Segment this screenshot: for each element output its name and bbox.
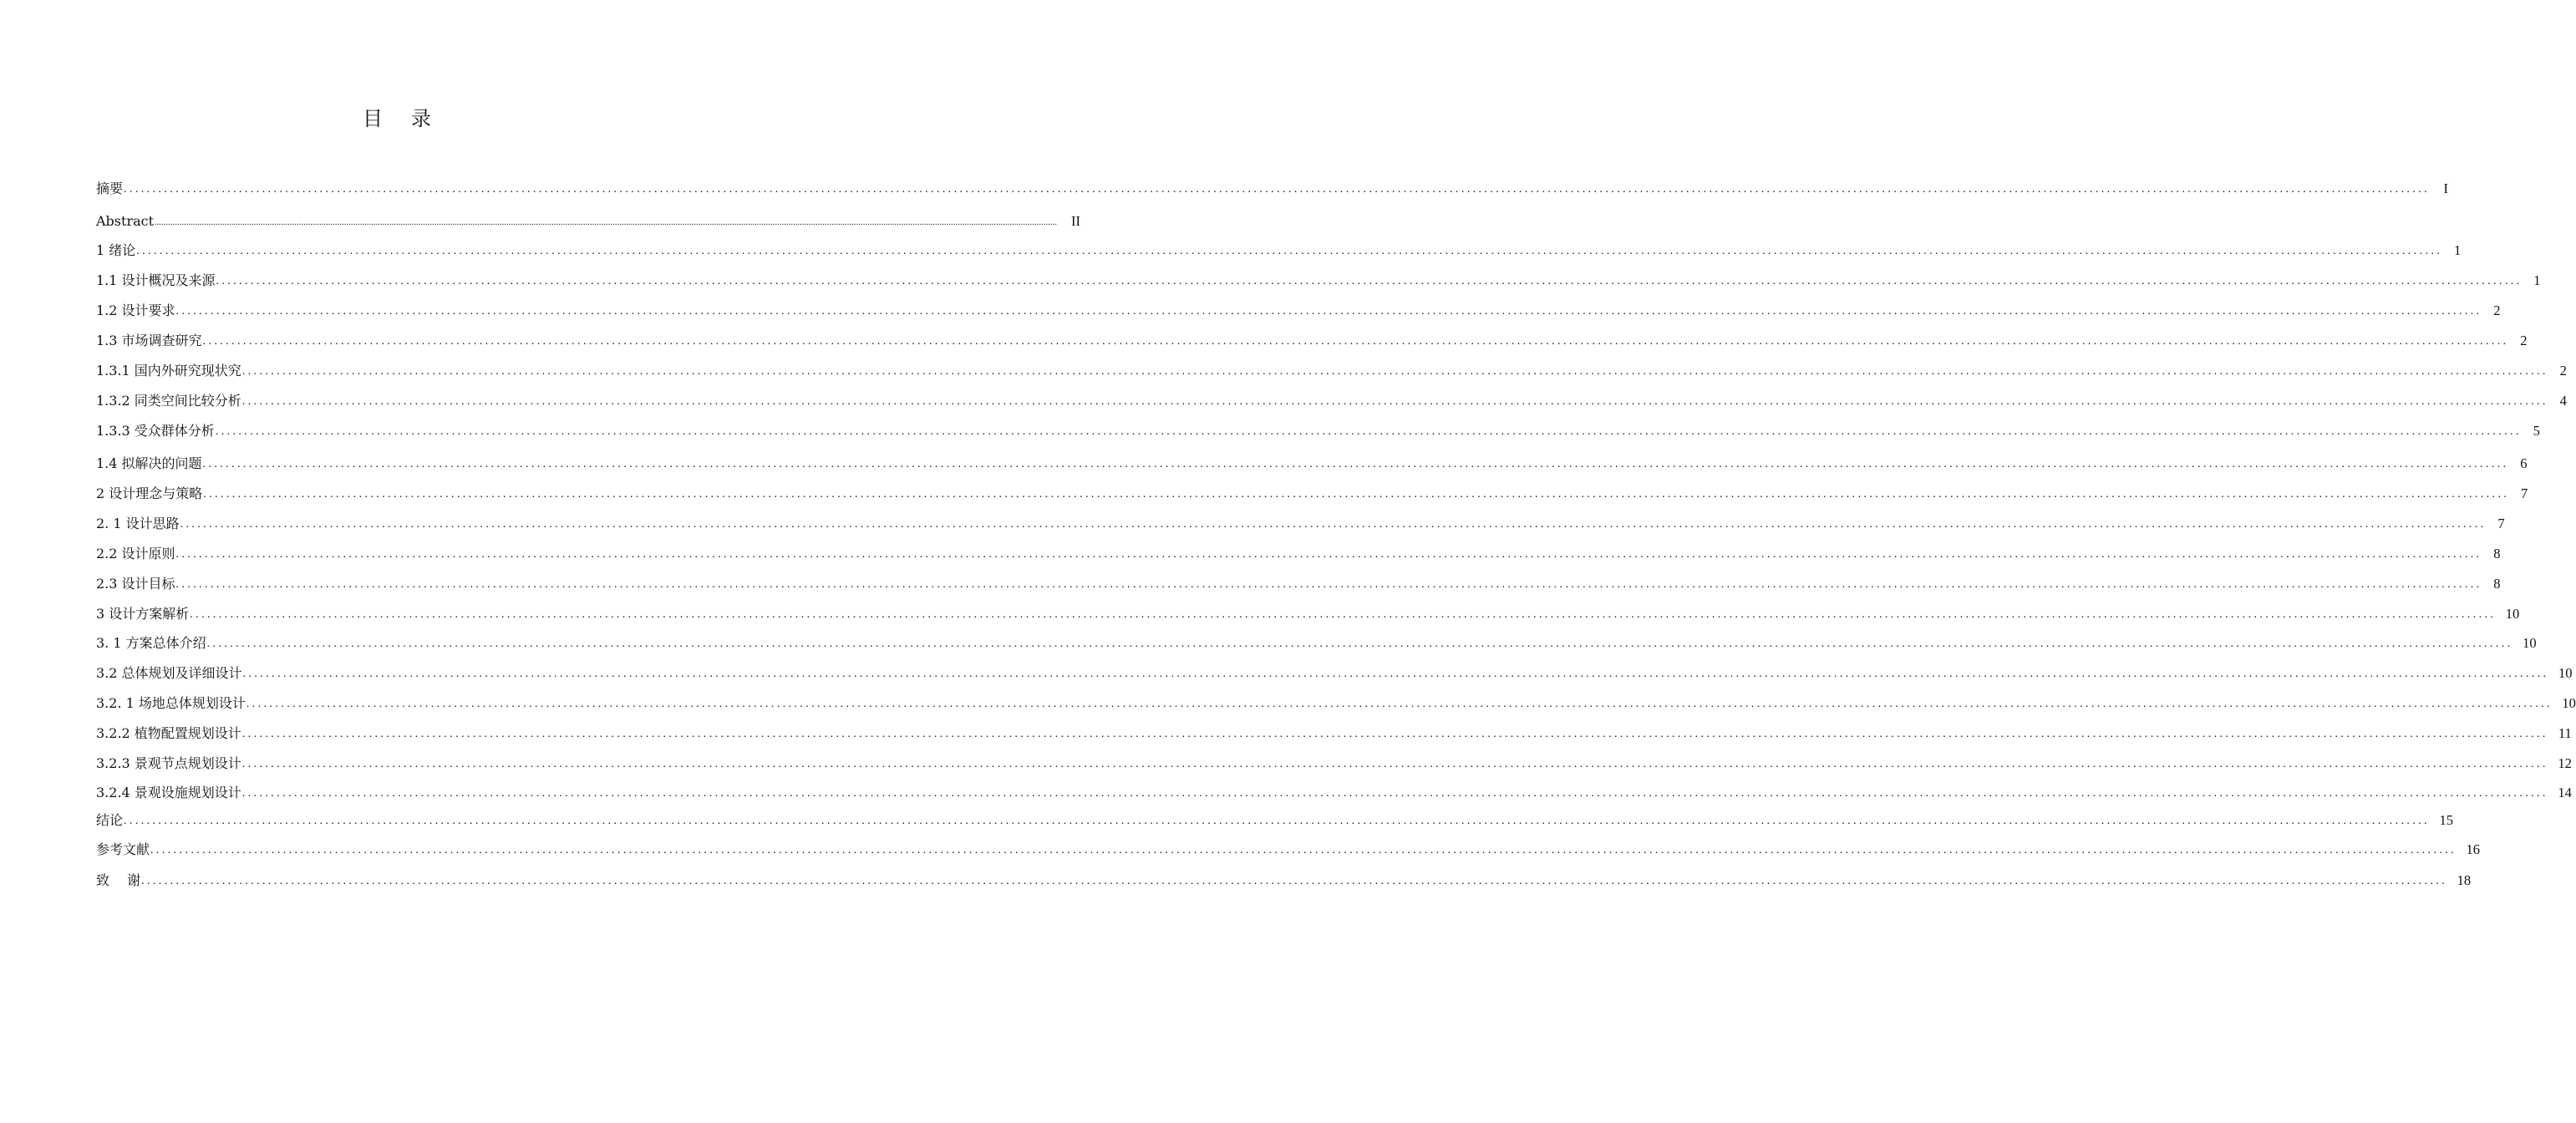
toc-dot-leader: ................................................................................................................................................................................................................................................................................................................................................................................................................ [124,183,2431,196]
toc-entry-label: 2.2 设计原则 [96,546,175,562]
toc-page-number: 7 [2521,485,2528,501]
toc-page-number: 12 [2558,755,2572,771]
toc-page-number: 11 [2558,725,2572,741]
toc-page-number: 16 [2466,841,2481,857]
toc-entry-label: 2. 1 设计思路 [96,516,180,531]
toc-entry-label: 结论 [96,812,124,828]
toc-page-number: 8 [2493,546,2501,562]
toc-entry-label: 摘要 [96,180,124,196]
toc-page-number: 10 [2558,665,2573,681]
toc-entry-label: 1.2 设计要求 [96,302,175,318]
toc-dot-leader: ................................................................................................................................................................................................................................................................................................................................................................................................................ [124,815,2431,827]
toc-entry[interactable] [96,485,2528,503]
toc-entry-label: 3.2.4 景观设施规划设计 [96,785,241,800]
toc-entry[interactable] [96,545,2501,563]
title-char-2: 录 [411,107,431,130]
toc-dot-leader: ................................................................................................................................................................................................................................................................................................................................................................................................................ [241,365,2548,378]
toc-entry[interactable] [96,724,2572,743]
toc-dot-leader: ................................................................................................................................................................................................................................................................................................................................................................................................................ [175,578,2482,591]
toc-dot-leader: ................................................................................................................................................................................................................................................................................................................................................................................................................ [215,425,2522,438]
toc-entry-label: 1.3.3 受众群体分析 [96,423,215,439]
toc-entry-label: 2.3 设计目标 [96,576,175,592]
toc-page-number: 1 [2454,242,2462,258]
toc-entry-label: 3.2. 1 场地总体规划设计 [96,695,246,711]
toc-dot-leader: ................................................................................................................................................................................................................................................................................................................................................................................................................ [246,698,2553,710]
toc-entry-label: 1.3.1 国内外研究现状究 [96,363,241,379]
toc-entry-label: 1.1 设计概况及来源 [96,272,216,288]
page-title [0,102,794,131]
toc-entry-label: 1.3.2 同类空间比较分析 [96,393,241,409]
toc-page-number: 4 [2559,393,2567,409]
toc-page-number: 18 [2457,872,2472,888]
toc-entry-label: 3.2.2 植物配置规划设计 [96,725,241,741]
toc-entry-label: Abstract [96,213,155,229]
toc-entry-label: 1.3 市场调查研究 [96,333,202,348]
toc-page-number: 10 [2505,606,2520,622]
toc-page-number: I [2443,180,2449,196]
toc-entry-label: 致 谢 [96,872,141,888]
toc-page-number: 7 [2497,516,2505,531]
toc-entry[interactable] [96,755,2572,773]
toc-entry[interactable] [96,694,2576,713]
toc-entry-label: 3. 1 方案总体介绍 [96,635,206,651]
toc-entry-label: 1.4 拟解决的问题 [96,455,202,471]
toc-dot-leader: ................................................................................................................................................................................................................................................................................................................................................................................................................ [206,638,2513,650]
toc-dot-leader: ................................................................................................................................................................................................................................................................................................................................................................................................................ [203,488,2510,501]
toc-entry[interactable] [96,422,2540,440]
toc-page-number: 2 [2559,363,2567,379]
toc-page-number: 15 [2439,812,2454,828]
toc-entry-label: 3 设计方案解析 [96,606,190,622]
toc-entry[interactable] [96,241,2462,260]
toc-dot-leader: ................................................................................................................................................................................................................................................................................................................................................................................................................ [202,335,2509,348]
toc-page-number: 10 [2562,695,2576,711]
toc-page-number: 5 [2533,423,2540,439]
toc-entry-label: 参考文献 [96,841,150,857]
toc-page-number: 2 [2493,302,2501,318]
toc-page-number: 6 [2520,455,2528,471]
toc-entry[interactable] [96,811,2454,830]
toc-dot-leader: ................................................................................................................................................................................................................................................................................................................................................................................................................ [175,548,2482,561]
toc-page-number: 1 [2533,272,2541,288]
toc-dot-leader: ................................................................................................................................................................................................................................................................................................................................................................................................................ [216,275,2523,287]
toc-entry-label: 3.2 总体规划及详细设计 [96,665,242,681]
toc-entry[interactable] [96,871,2472,890]
toc-entry[interactable] [96,302,2501,320]
toc-entry[interactable] [96,605,2520,623]
toc-entry[interactable] [96,664,2573,683]
toc-page-number: 8 [2493,576,2501,592]
toc-dot-leader: ................................................................................................................................................................................................................................................................................................................................................................................................................ [241,758,2548,770]
toc-entry[interactable] [96,515,2505,533]
toc-entry[interactable] [96,575,2501,593]
toc-dot-leader: ................................................................................................................................................................................................................................................................................................................................................................................................................ [155,218,1058,227]
title-char-1: 目 [363,107,383,130]
toc-entry[interactable] [96,634,2537,653]
toc-dot-leader: ................................................................................................................................................................................................................................................................................................................................................................................................................ [241,395,2548,408]
toc-dot-leader: ................................................................................................................................................................................................................................................................................................................................................................................................................ [141,875,2448,887]
toc-entry[interactable] [96,180,2449,198]
toc-page-number: 10 [2523,635,2537,651]
toc-dot-leader: ................................................................................................................................................................................................................................................................................................................................................................................................................ [202,458,2509,470]
toc-page-number: II [1071,213,1081,229]
toc-dot-leader: ................................................................................................................................................................................................................................................................................................................................................................................................................ [136,245,2443,257]
toc-entry-label: 2 设计理念与策略 [96,485,203,501]
toc-entry-label: 1 绪论 [96,242,136,258]
toc-entry[interactable] [96,362,2567,380]
toc-entry[interactable] [96,212,1081,231]
toc-dot-leader: ................................................................................................................................................................................................................................................................................................................................................................................................................ [150,844,2457,856]
toc-dot-leader: ................................................................................................................................................................................................................................................................................................................................................................................................................ [175,305,2482,318]
toc-page-number: 2 [2520,333,2528,348]
toc-dot-leader: ................................................................................................................................................................................................................................................................................................................................................................................................................ [241,787,2548,800]
toc-entry[interactable] [96,841,2481,859]
toc-dot-leader: ................................................................................................................................................................................................................................................................................................................................................................................................................ [180,518,2487,531]
toc-dot-leader: ................................................................................................................................................................................................................................................................................................................................................................................................................ [190,608,2497,621]
toc-page-number: 14 [2558,785,2572,800]
toc-dot-leader: ................................................................................................................................................................................................................................................................................................................................................................................................................ [241,728,2548,740]
toc-entry[interactable] [96,392,2567,410]
toc-entry[interactable] [96,332,2528,350]
toc-entry-label: 3.2.3 景观节点规划设计 [96,755,241,771]
toc-dot-leader: ................................................................................................................................................................................................................................................................................................................................................................................................................ [242,668,2549,680]
toc-entry[interactable] [96,272,2541,290]
toc-entry[interactable] [96,784,2572,802]
toc-entry[interactable] [96,455,2528,473]
